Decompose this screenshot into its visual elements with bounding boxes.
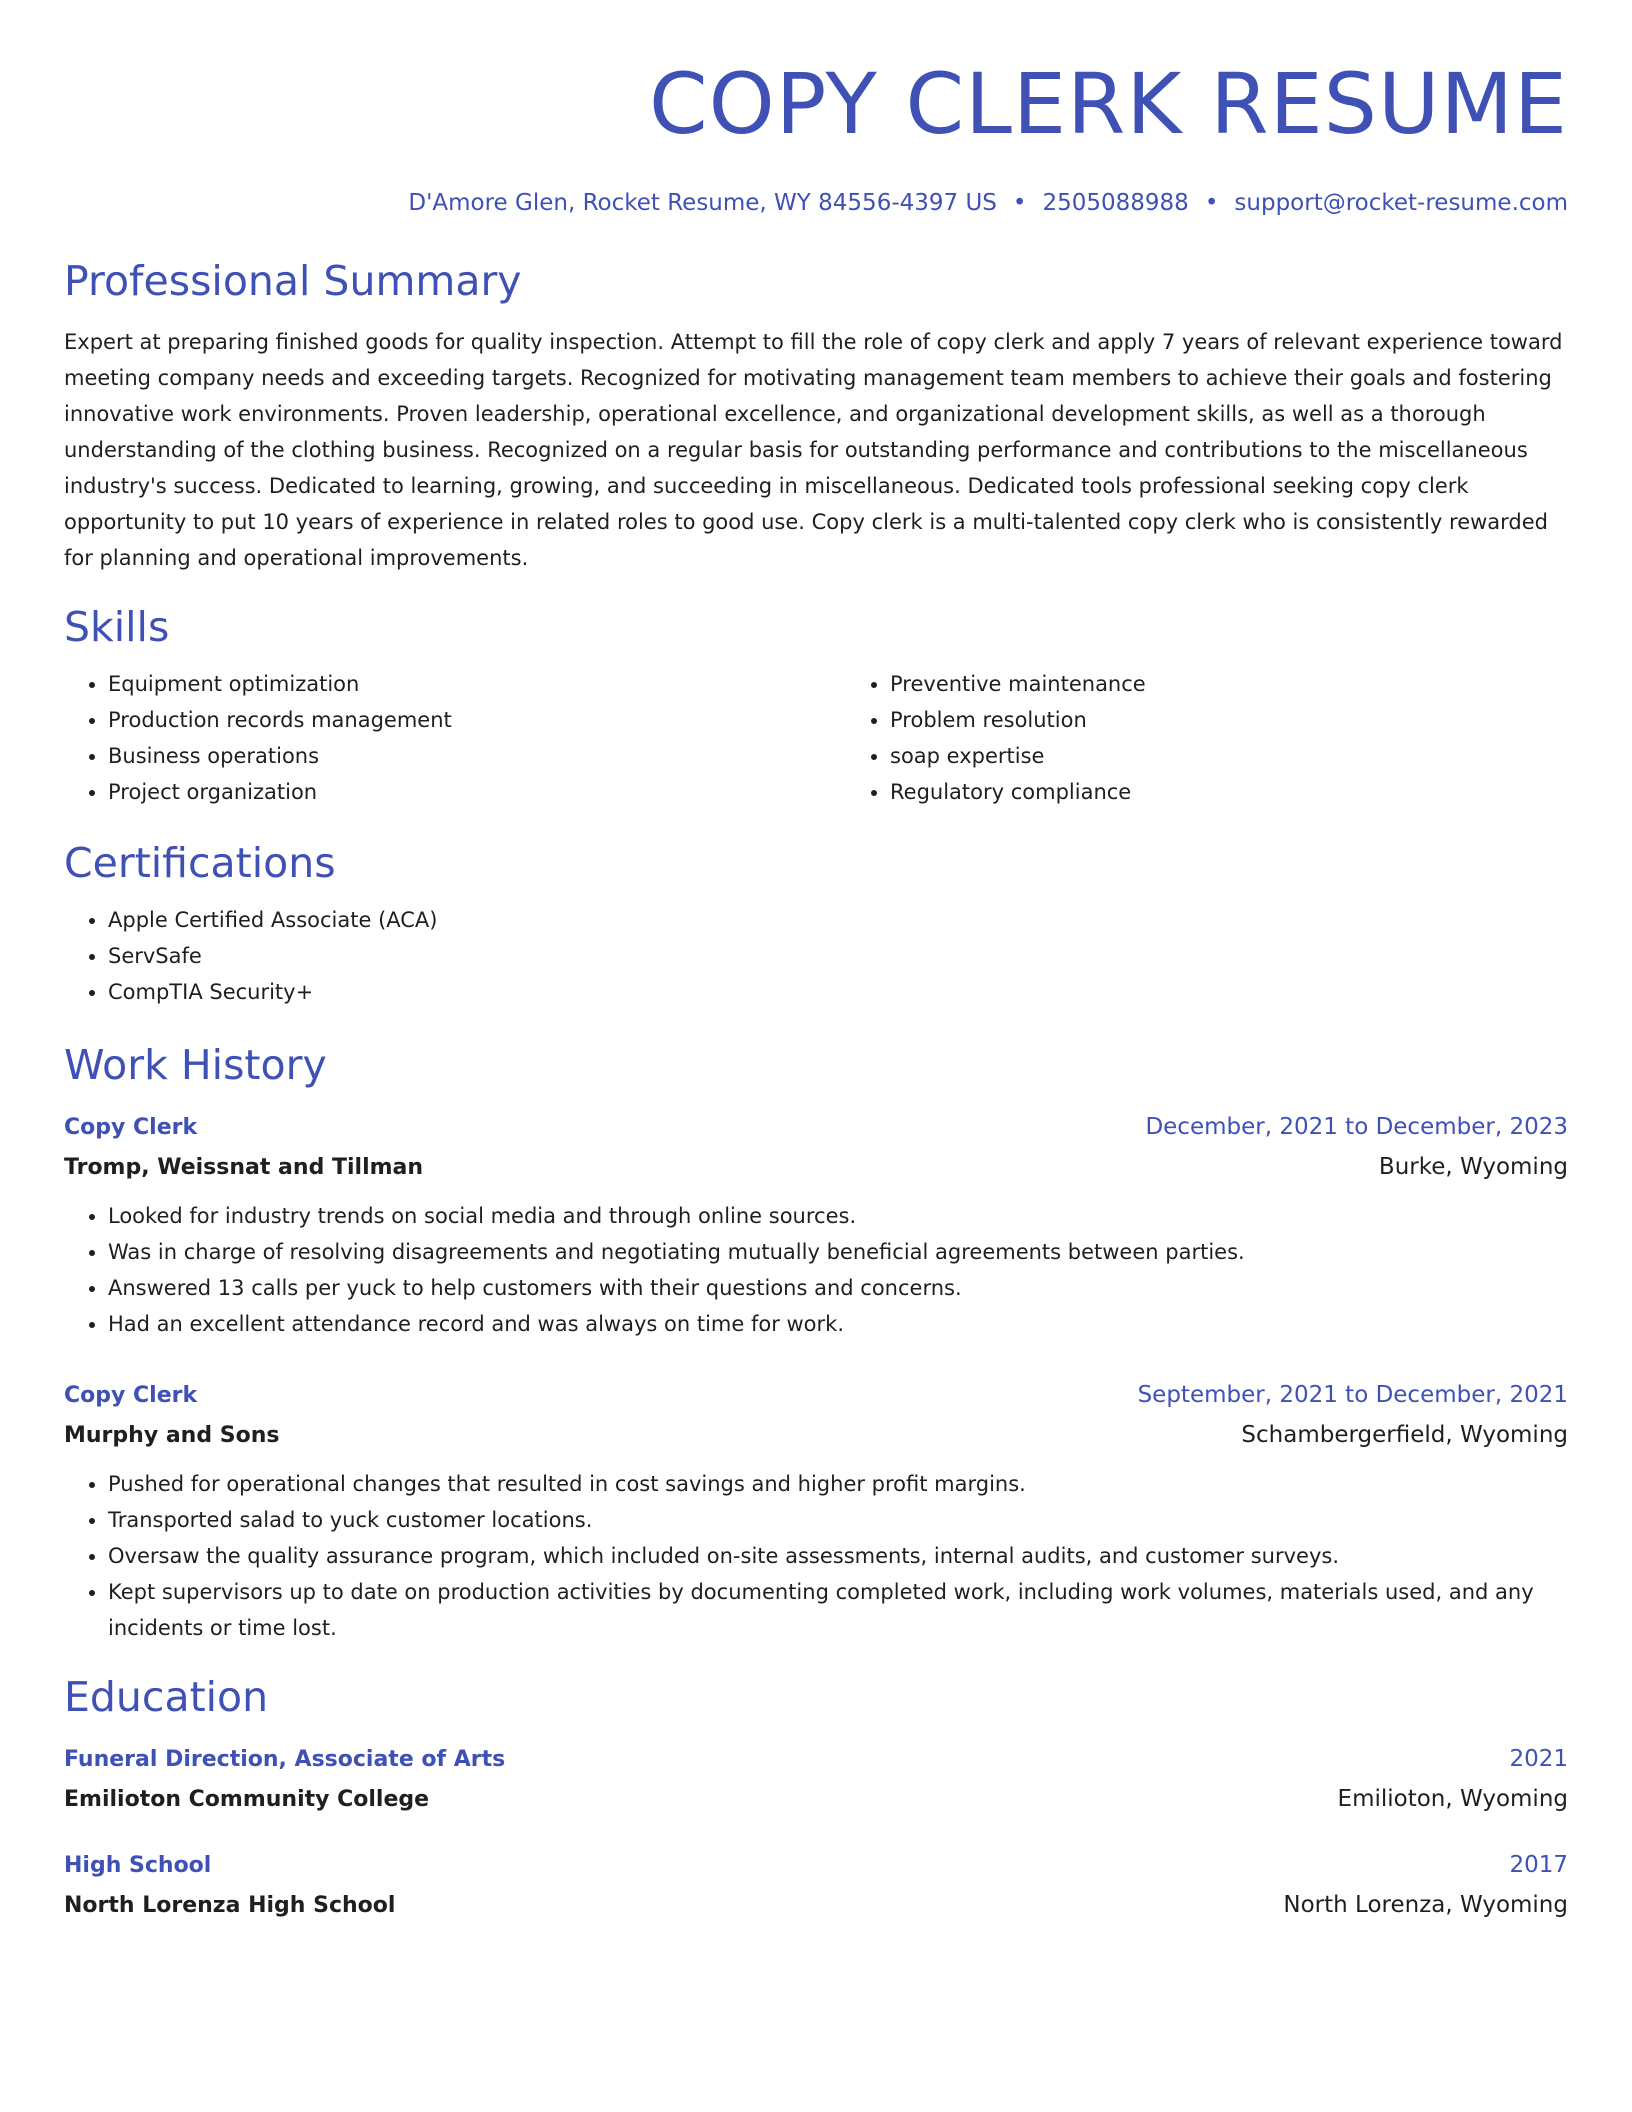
job-dates: December, 2021 to December, 2023 [1145, 1114, 1568, 1140]
job-company-row [64, 1147, 1568, 1188]
job-company: Tromp, Weissnat and Tillman [64, 1155, 424, 1180]
job-bullet: • Oversaw the quality assurance program, which included on-site assessments, internal audits, and customer surveys. [108, 1538, 1568, 1574]
contact-separator: • [1012, 190, 1027, 216]
skill-item: • Business operations [108, 738, 846, 774]
certifications-section [64, 838, 1568, 1010]
job-title-row [64, 1108, 1568, 1147]
job-bullet: • Transported salad to yuck customer locations. [108, 1502, 1568, 1538]
skills-grid [64, 666, 1568, 810]
certification-item: • CompTIA Security+ [108, 974, 1568, 1010]
resume-title: COPY CLERK RESUME [648, 55, 1568, 153]
contact-email[interactable]: support@rocket-resume.com [1234, 190, 1568, 216]
job-bullets [64, 1466, 1568, 1646]
section-heading-summary: Professional Summary [64, 257, 522, 305]
job-bullet: • Kept supervisors up to date on production activities by documenting completed work, including work volumes, materials used, and any incidents or time lost. [108, 1574, 1568, 1646]
job-bullets [64, 1198, 1568, 1342]
education-school-row [64, 1885, 1568, 1926]
education-section [64, 1672, 1568, 1926]
skill-item: • Regulatory compliance [890, 774, 1146, 810]
job-bullet: • Pushed for operational changes that resulted in cost savings and higher profit margins. [108, 1466, 1568, 1502]
education-degree-row [64, 1846, 1568, 1885]
job-location: Schambergerfield, Wyoming [1241, 1422, 1568, 1448]
skill-item: • Production records management [108, 702, 846, 738]
skills-section [64, 602, 1568, 810]
skills-list-right [846, 666, 1146, 810]
skills-list-left [64, 666, 846, 810]
education-year: 2021 [1509, 1746, 1568, 1772]
job-company: Murphy and Sons [64, 1423, 280, 1448]
certifications-list [64, 902, 1568, 1010]
education-degree-row [64, 1740, 1568, 1779]
education-degree: High School [64, 1853, 212, 1878]
section-heading-education: Education [64, 1673, 269, 1721]
summary-text: Expert at preparing finished goods for quality inspection. Attempt to fill the role of copy clerk and apply 7 years of relevant experience toward meeting company needs and exceeding targets. Recognized for motivating management team members to achieve their goals and fostering innovative work environments. Proven leadership, operational excellence, and organizational development skills, as well as a thorough understanding of the clothing business. Recognized on a regular basis for outstanding performance and contributions to the miscellaneous industry's success. Dedicated to learning, growing, and succeeding in miscellaneous. Dedicated tools professional seeking copy clerk opportunity to put 10 years of experience in related roles to good use. Copy clerk is a multi-talented copy clerk who is consistently rewarded for planning and operational improvements. [64, 330, 1563, 570]
job-title-row [64, 1376, 1568, 1415]
education-year: 2017 [1509, 1852, 1568, 1878]
skill-item: • Equipment optimization [108, 666, 846, 702]
job-location: Burke, Wyoming [1378, 1154, 1568, 1180]
job-entry [64, 1376, 1568, 1646]
education-entry [64, 1740, 1568, 1820]
job-bullet: • Had an excellent attendance record and was always on time for work. [108, 1306, 1568, 1342]
contact-separator: • [1204, 190, 1219, 216]
job-bullet: • Answered 13 calls per yuck to help customers with their questions and concerns. [108, 1270, 1568, 1306]
skill-item: • Preventive maintenance [890, 666, 1146, 702]
education-degree: Funeral Direction, Associate of Arts [64, 1747, 506, 1772]
skill-item: • Problem resolution [890, 702, 1146, 738]
certification-item: • ServSafe [108, 938, 1568, 974]
skill-item: • Project organization [108, 774, 846, 810]
job-company-row [64, 1415, 1568, 1456]
education-school-row [64, 1779, 1568, 1820]
education-school: Emilioton Community College [64, 1787, 430, 1812]
job-title: Copy Clerk [64, 1383, 198, 1408]
job-title: Copy Clerk [64, 1115, 198, 1140]
education-school: North Lorenza High School [64, 1893, 396, 1918]
section-heading-certifications: Certifications [64, 839, 336, 887]
contact-address: D'Amore Glen, Rocket Resume, WY 84556-4397 US [408, 190, 997, 216]
skill-item: • soap expertise [890, 738, 1146, 774]
summary-section [64, 256, 1568, 576]
education-entry [64, 1846, 1568, 1926]
education-location: North Lorenza, Wyoming [1283, 1892, 1568, 1918]
education-location: Emilioton, Wyoming [1337, 1786, 1568, 1812]
job-bullet: • Was in charge of resolving disagreements and negotiating mutually beneficial agreements between parties. [108, 1234, 1568, 1270]
certification-item: • Apple Certified Associate (ACA) [108, 902, 1568, 938]
section-heading-work-history: Work History [64, 1041, 327, 1089]
contact-phone: 2505088988 [1042, 190, 1189, 216]
resume-header [64, 56, 1568, 218]
job-entry [64, 1108, 1568, 1342]
work-history-section [64, 1040, 1568, 1646]
contact-line [64, 188, 1568, 218]
job-bullet: • Looked for industry trends on social media and through online sources. [108, 1198, 1568, 1234]
section-heading-skills: Skills [64, 603, 170, 651]
job-dates: September, 2021 to December, 2021 [1137, 1382, 1568, 1408]
